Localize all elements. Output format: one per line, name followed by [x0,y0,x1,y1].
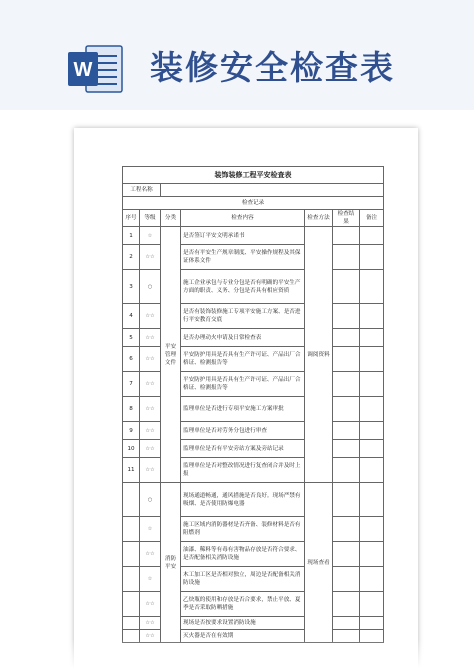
table-row [123,227,384,245]
row-remark[interactable] [360,304,384,329]
row-grade: ☆☆ [140,458,161,483]
row-grade: ☆☆ [140,347,161,372]
row-remark[interactable] [360,542,384,567]
row-result[interactable] [333,329,360,347]
row-grade: ☆☆ [140,329,161,347]
header-result: 检查结果 [333,210,360,227]
row-content: 灭火器是否在有效期 [181,630,305,643]
row-grade: ☆ [140,227,161,245]
row-content: 乙炔瓶的使用和存放是否合要求，禁止平放、夏季是否采取防晒措施 [181,592,305,617]
row-grade: ☆☆ [140,440,161,458]
category-fire-safety: 消防平安 [161,483,181,643]
row-grade: ☆☆ [140,304,161,329]
row-grade: ☆ [140,517,161,542]
row-no [123,542,140,567]
row-no: 7 [123,372,140,397]
row-no: 10 [123,440,140,458]
row-no: 6 [123,347,140,372]
row-result[interactable] [333,422,360,440]
row-no: 9 [123,422,140,440]
method-site-inspection: 现场查看 [305,483,333,643]
row-grade: ☆ [140,567,161,592]
row-result[interactable] [333,440,360,458]
method-review-docs: 调阅资料 [305,227,333,483]
row-no [123,567,140,592]
row-grade: ☆☆ [140,542,161,567]
row-content: 施工企业承包与专业分包是否有明确的平安生产方面的职责、义务、分包是否具有相应资质 [181,270,305,304]
header-grade: 等级 [140,210,161,227]
word-document-icon [66,44,124,94]
row-remark[interactable] [360,347,384,372]
row-result[interactable] [333,458,360,483]
inspection-table [122,166,384,643]
row-content: 平安防护用具是否具有生产许可证、产品出厂合格证、检测报告等 [181,347,305,372]
row-no: 5 [123,329,140,347]
row-content: 施工区域内消防器材是否齐备、装修材料是否有阻燃剂 [181,517,305,542]
row-remark[interactable] [360,422,384,440]
row-grade: ☆☆ [140,592,161,617]
category-safety-docs: 平安管理文件 [161,227,181,483]
row-result[interactable] [333,270,360,304]
row-content: 是否有平安生产规章制度、平安操作规程及其保证体系文件 [181,245,305,270]
row-result[interactable] [333,517,360,542]
row-grade: ☆☆ [140,372,161,397]
row-no: 8 [123,397,140,422]
row-result[interactable] [333,617,360,630]
row-grade: ○ [140,270,161,304]
bottom-fade [0,639,474,669]
row-content: 木工加工区是否相对独立，周边是否配备相关消防设施 [181,567,305,592]
row-no [123,517,140,542]
sheet-title: 装饰装修工程平安检查表 [123,167,384,184]
document-page [74,128,418,669]
row-result[interactable] [333,542,360,567]
row-remark[interactable] [360,329,384,347]
row-content: 监理单位是否有平安旁站方案及旁站记录 [181,440,305,458]
row-grade: ○ [140,483,161,517]
row-result[interactable] [333,397,360,422]
row-grade: ☆☆ [140,617,161,630]
header-no: 序号 [123,210,140,227]
row-remark[interactable] [360,483,384,517]
row-content: 是否有装饰装修施工专项平安施工方案、是否进行平安教育交底 [181,304,305,329]
banner [0,0,474,110]
table-row [123,483,384,517]
row-result[interactable] [333,567,360,592]
row-remark[interactable] [360,245,384,270]
header-category: 分类 [161,210,181,227]
row-content: 是否签订平安文明承诺书 [181,227,305,245]
row-no: 1 [123,227,140,245]
header-remark: 备注 [360,210,384,227]
row-remark[interactable] [360,567,384,592]
row-no: 11 [123,458,140,483]
record-label: 检查记录 [123,197,384,210]
row-remark[interactable] [360,517,384,542]
row-content: 现场通道畅通，通风措施是否良好。现场严禁有吸烟、是否使用防爆电器 [181,483,305,517]
banner-title: 装修安全检查表 [150,48,395,87]
row-remark[interactable] [360,617,384,630]
row-content: 油漆、稀料等有毒有害物品存放是否符合要求、是否配备相关消防设施 [181,542,305,567]
header-method: 检查方法 [305,210,333,227]
row-grade: ☆☆ [140,397,161,422]
row-no: 4 [123,304,140,329]
row-remark[interactable] [360,270,384,304]
row-remark[interactable] [360,397,384,422]
row-remark[interactable] [360,440,384,458]
row-content: 是否办理动火申请及日常检查表 [181,329,305,347]
row-no [123,592,140,617]
row-no: 2 [123,245,140,270]
word-icon-letter: W [73,59,93,81]
row-remark[interactable] [360,592,384,617]
row-result[interactable] [333,227,360,245]
row-remark[interactable] [360,372,384,397]
row-result[interactable] [333,483,360,517]
row-result[interactable] [333,592,360,617]
row-no: 3 [123,270,140,304]
header-content: 检查内容 [181,210,305,227]
row-remark[interactable] [360,458,384,483]
row-grade: ☆☆ [140,422,161,440]
row-result[interactable] [333,372,360,397]
row-content: 现场是否按要求设置消防设施 [181,617,305,630]
row-content: 监理单位是否进行专项平安施工方案审批 [181,397,305,422]
row-content: 平安防护用具是否具有生产许可证、产品出厂合格证、检测报告等 [181,372,305,397]
project-name-value[interactable] [161,184,384,197]
row-result[interactable] [333,347,360,372]
row-content: 监理单位是否对劳务分包进行审查 [181,422,305,440]
row-remark[interactable] [360,227,384,245]
row-no [123,483,140,517]
project-name-label: 工程名称 [123,184,161,197]
row-grade: ☆☆ [140,245,161,270]
row-result[interactable] [333,304,360,329]
row-grade: ☆☆ [140,630,161,643]
row-result[interactable] [333,245,360,270]
row-content: 监理单位是否对整改情况进行复查闭合并及时上报 [181,458,305,483]
row-no [123,617,140,630]
